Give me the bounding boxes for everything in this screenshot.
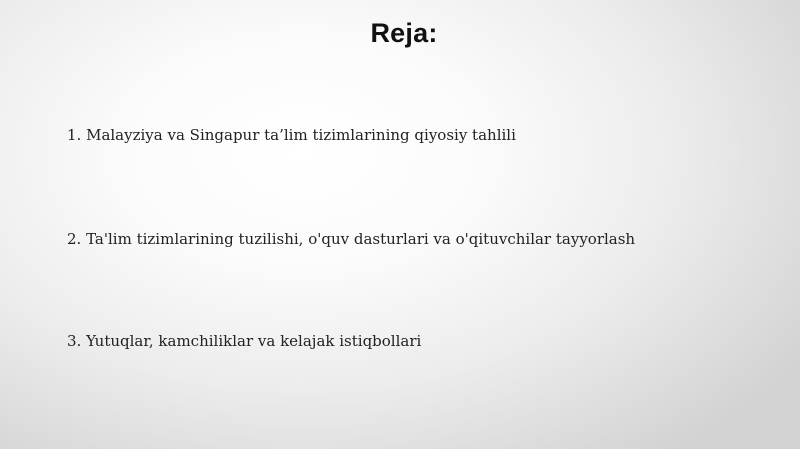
plan-item-1: 1. Malayziya va Singapur ta’lim tizimlarining qiyosiy tahlili: [67, 126, 516, 144]
slide-title: Reja:: [370, 18, 438, 48]
plan-item-3: 3. Yutuqlar, kamchiliklar va kelajak istiqbollari: [67, 332, 422, 350]
plan-item-2: 2. Ta'lim tizimlarining tuzilishi, o'quv dasturlari va o'qituvchilar tayyorlash: [67, 230, 636, 248]
